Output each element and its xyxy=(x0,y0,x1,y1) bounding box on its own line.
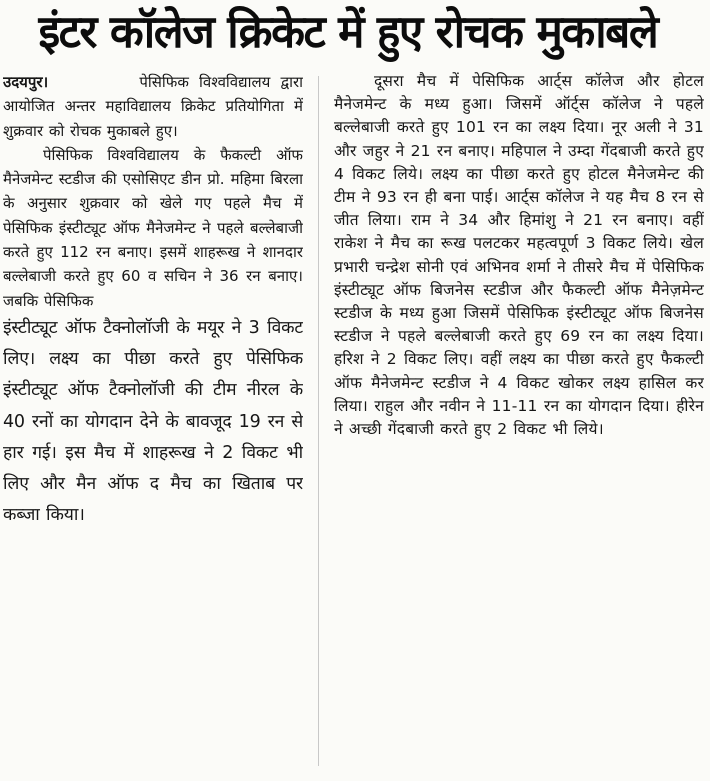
paragraph-second-third-match: दूसरा मैच में पेसिफिक आर्ट्स कॉलेज और होटल मैनेजमेन्ट के मध्य हुआ। जिसमें ऑर्ट्स कॉलेज ने पहले बल्लेबाजी करते हुए 101 रन का लक्ष्य दिया। नूर अली ने 31 और जहुर ने 21 रन बनाए। महिपाल ने उम्दा गेंदबाजी करते हुए 4 विकट लिये। लक्ष्य का पीछा करते हुए होटल मैनेजमेन्ट की टीम ने 93 रन ही बना पाई। आर्ट्स कॉलेज ने यह मैच 8 रन से जीत लिया। राम ने 34 और हिमांशु ने 21 रन बनाए। वहीं राकेश ने मैच का रूख पलटकर महत्वपूर्ण 3 विकट लिये। खेल प्रभारी चन्द्रेश सोनी एवं अभिनव शर्मा ने तीसरे मैच में पेसिफिक इंस्टीट्यूट ऑफ बिजनेस स्टडीज और फैकल्टी ऑफ मैनेज़मेन्ट स्टडीज के मध्य हुआ जिसमें पेसिफिक इंस्टीट्यूट ऑफ बिजनेस स्टडीज ने पहले बल्लेबाजी करते हुए 69 रन का लक्ष्य दिया। हरिश ने 2 विकट लिए। वहीं लक्ष्य का पीछा करते हुए फैकल्टी ऑफ मैनेजमेन्ट स्टडीज ने 4 विकट खोकर लक्ष्य हासिल कर लिया। राहुल और नवीन ने 11-11 रन का योगदान दिया। हीरेन ने अच्छी गेंदबाजी करते हुए 2 विकट भी लिये। xyxy=(334,72,704,439)
left-column xyxy=(3,70,303,775)
intro-text: पेसिफिक विश्वविद्यालय द्वारा आयोजित अन्तर महाविद्यालय क्रिकेट प्रतियोगिता में शुक्रवार को रोचक मुकाबले हुए। xyxy=(3,73,303,140)
headline: इंटर कॉलेज क्रिकेट में हुए रोचक मुकाबले xyxy=(38,5,658,58)
column-divider xyxy=(318,76,319,766)
right-column xyxy=(334,70,704,775)
paragraph-first-match: पेसिफिक विश्वविद्यालय के फैकल्टी ऑफ मैनेजमेन्ट स्टडीज की एसोसिएट डीन प्रो. महिमा बिरला के अनुसार शुक्रवार को खेले गए पहले मैच में पेसिफिक इंस्टीट्यूट ऑफ मैनेजमेन्ट ने पहले बल्लेबाजी करते हुए 112 रन बनाए। इसमें शाहरूख ने शानदार बल्लेबाजी करते हुए 60 व सचिन ने 36 रन बनाए। जबकि पेसिफिक xyxy=(3,145,303,310)
paragraph-intro xyxy=(3,70,303,143)
paragraph-first-match-result: इंस्टीट्यूट ऑफ टैक्नोलॉजी के मयूर ने 3 विकट लिए। लक्ष्य का पीछा करते हुए पेसिफिक इंस्टीट्यूट ऑफ टैक्नोलॉजी की टीम नीरल के 40 रनों का योगदान देने के बावजूद 19 रन से हार गई। इस मैच में शाहरूख ने 2 विकट भी लिए और मैन ऑफ द मैच का खिताब पर कब्जा किया। xyxy=(3,317,303,526)
dateline: उदयपुर। xyxy=(3,73,49,91)
